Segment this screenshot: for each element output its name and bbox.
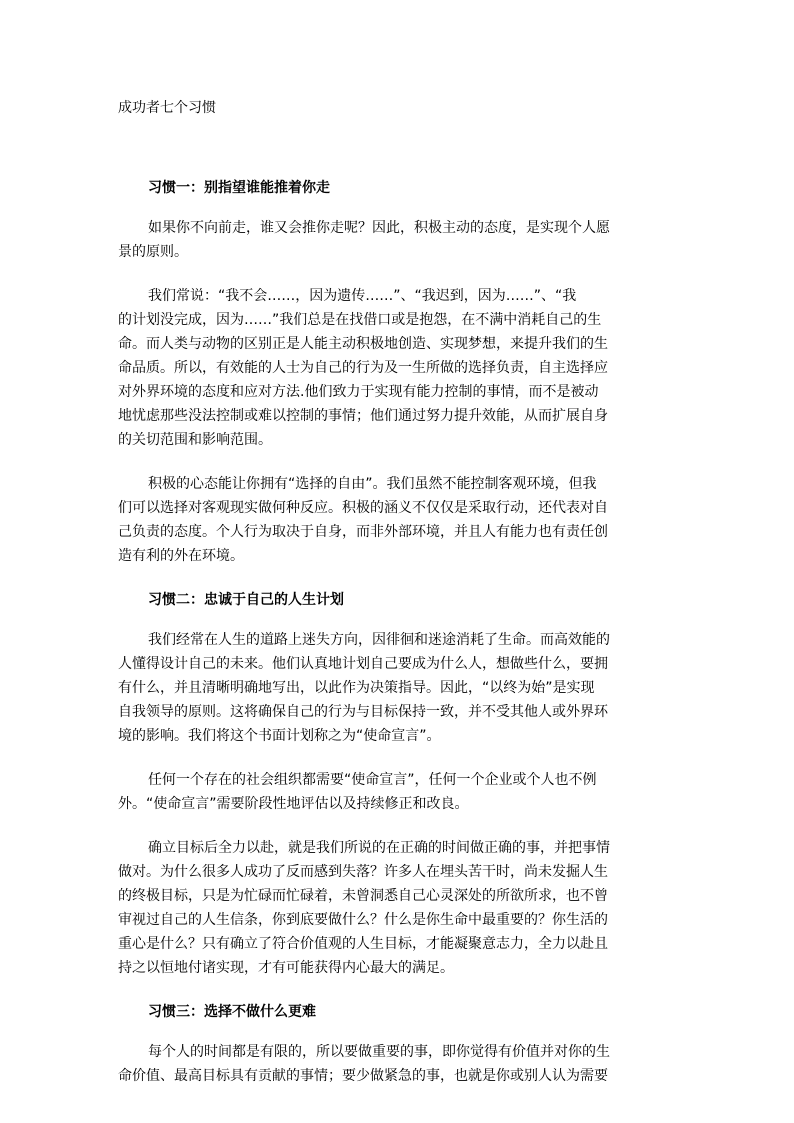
text-line: 积极的心态能让你拥有“选择的自由”。我们虽然不能控制客观环境，但我 — [148, 476, 597, 492]
text-line: 的终极目标，只是为忙碌而忙碌着，未曾洞悉自己心灵深处的所欲所求，也不曾 — [118, 888, 608, 904]
text-line: 每个人的时间都是有限的，所以要做重要的事，即你觉得有价值并对你的生 — [148, 1044, 610, 1060]
section-heading-2: 习惯二：忠诚于自己的人生计划 — [148, 592, 344, 608]
text-line: 景的原则。 — [118, 244, 188, 260]
text-line: 地忧虑那些没法控制或难以控制的事情；他们通过努力提升效能，从而扩展自身 — [118, 408, 608, 424]
text-line: 们可以选择对客观现实做何种反应。积极的涵义不仅仅是采取行动，还代表对自 — [118, 500, 608, 516]
text-line: 如果你不向前走，谁又会推你走呢？因此，积极主动的态度，是实现个人愿 — [148, 220, 610, 236]
text-line: 做对。为什么很多人成功了反而感到失落？许多人在埋头苦干时，尚未发掘人生 — [118, 864, 608, 880]
text-line: 的关切范围和影响范围。 — [118, 432, 272, 448]
text-line: 的计划没完成，因为……”我们总是在找借口或是抱怨，在不满中消耗自己的生 — [118, 312, 602, 328]
text-line: 我们常说：“我不会……，因为遗传……”、“我迟到，因为……”、“我 — [148, 288, 577, 304]
paragraph — [118, 1040, 676, 1088]
text-line: 任何一个存在的社会组织都需要“使命宣言”，任何一个企业或个人也不例 — [148, 772, 597, 788]
text-line: 我们经常在人生的道路上迷失方向，因徘徊和迷途消耗了生命。而高效能的 — [148, 632, 610, 648]
document-body — [118, 176, 676, 1108]
paragraph — [118, 768, 676, 816]
text-line: 境的影响。我们将这个书面计划称之为“使命宣言”。 — [118, 728, 441, 744]
text-line: 己负责的态度。个人行为取决于自身，而非外部环境，并且人有能力也有责任创 — [118, 524, 608, 540]
section-heading-3: 习惯三：选择不做什么更难 — [148, 1004, 316, 1020]
text-line: 造有利的外在环境。 — [118, 548, 244, 564]
text-line: 确立目标后全力以赴，就是我们所说的在正确的时间做正确的事，并把事情 — [148, 840, 610, 856]
paragraph — [118, 628, 676, 748]
text-line: 对外界环境的态度和应对方法.他们致力于实现有能力控制的事情，而不是被动 — [118, 384, 599, 400]
paragraph — [118, 284, 676, 452]
document-title: 成功者七个习惯 — [118, 100, 216, 116]
text-line: 重心是什么？只有确立了符合价值观的人生目标，才能凝聚意志力，全力以赴且 — [118, 936, 608, 952]
text-line: 自我领导的原则。这将确保自己的行为与目标保持一致，并不受其他人或外界环 — [118, 704, 608, 720]
text-line: 人懂得设计自己的未来。他们认真地计划自己要成为什么人，想做些什么，要拥 — [118, 656, 608, 672]
text-line: 命。而人类与动物的区别正是人能主动积极地创造、实现梦想，来提升我们的生 — [118, 336, 608, 352]
text-line: 命品质。所以，有效能的人士为自己的行为及一生所做的选择负责，自主选择应 — [118, 360, 608, 376]
text-line: 外。“使命宣言”需要阶段性地评估以及持续修正和改良。 — [118, 796, 469, 812]
paragraph — [118, 836, 676, 980]
paragraph — [118, 472, 676, 568]
section-heading-1: 习惯一：别指望谁能推着你走 — [148, 180, 330, 196]
text-line: 持之以恒地付诸实现，才有可能获得内心最大的满足。 — [118, 960, 454, 976]
paragraph — [118, 216, 676, 264]
text-line: 有什么，并且清晰明确地写出，以此作为决策指导。因此，“以终为始”是实现 — [118, 680, 595, 696]
text-line: 命价值、最高目标具有贡献的事情；要少做紧急的事，也就是你或别人认为需要 — [118, 1068, 608, 1084]
text-line: 审视过自己的人生信条，你到底要做什么？什么是你生命中最重要的？你生活的 — [118, 912, 608, 928]
